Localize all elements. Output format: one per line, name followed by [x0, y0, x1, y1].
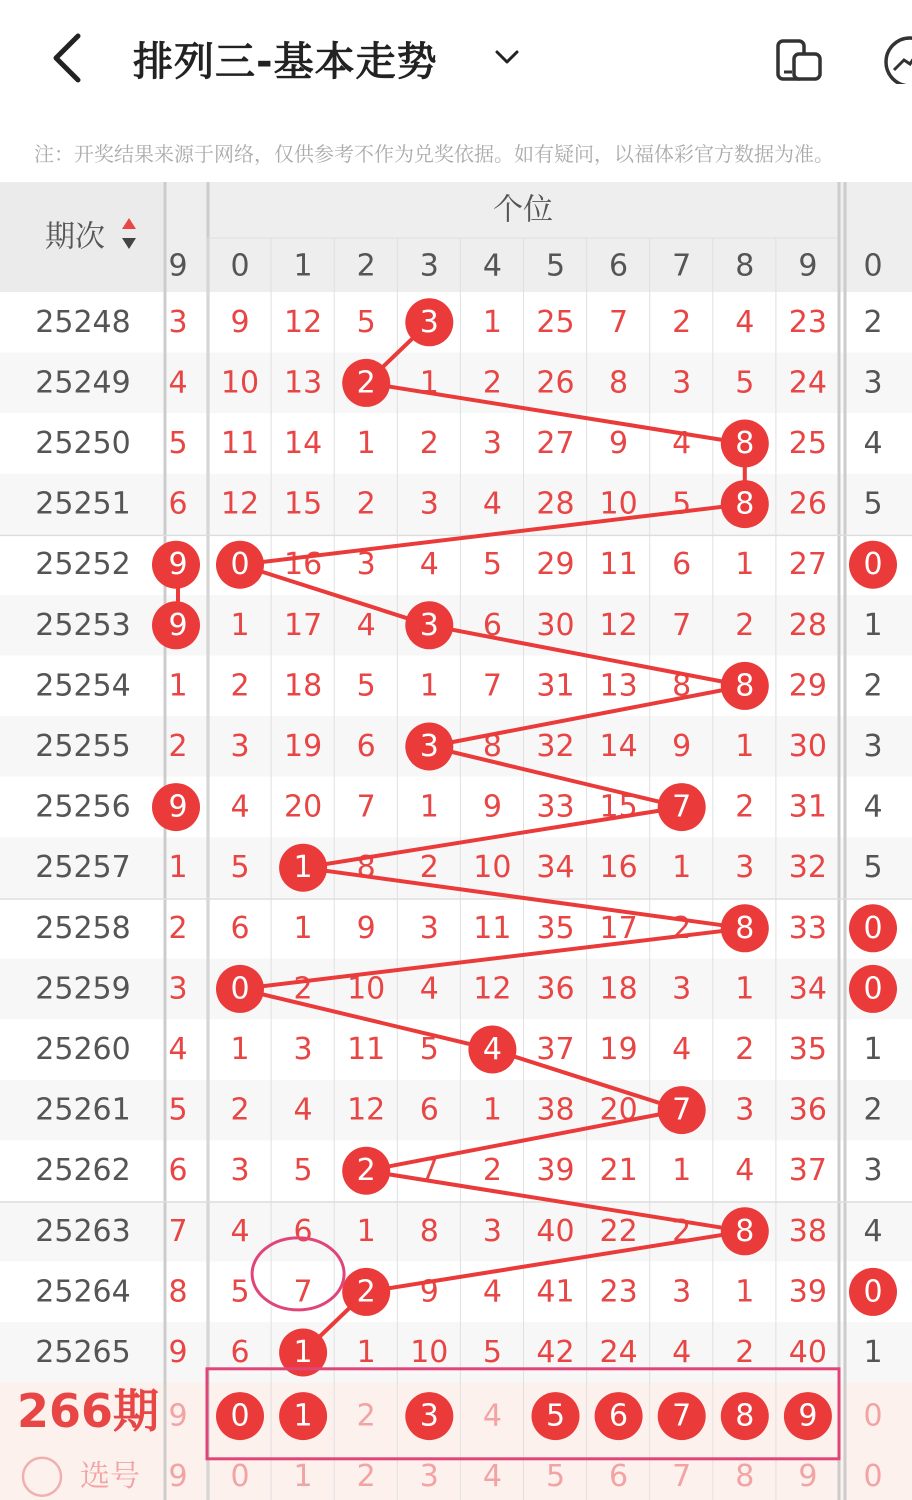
select-label[interactable]: 选号 [80, 1459, 140, 1495]
omission-value: 4 [482, 486, 502, 522]
table-row [0, 959, 912, 1020]
omission-value: 2 [419, 850, 439, 886]
omission-value: 1 [735, 729, 755, 764]
omission-value: 7 [168, 1213, 188, 1249]
omission-value: 35 [788, 1032, 827, 1067]
back-arrow-icon[interactable] [40, 28, 100, 88]
omission-value: 1 [356, 1213, 376, 1249]
omission-value: 15 [599, 789, 638, 825]
table-row [0, 1201, 912, 1262]
omission-value: 2 [168, 910, 188, 946]
omission-value: 37 [788, 1153, 827, 1189]
table-row [0, 898, 912, 959]
period-number: 25264 [35, 1274, 131, 1310]
table-row [0, 1262, 912, 1323]
omission-value: 23 [788, 304, 827, 340]
omission-value: 38 [788, 1213, 827, 1249]
table-row [0, 716, 912, 777]
hit-ball-number: 0 [863, 547, 883, 583]
omission-value: 1 [293, 910, 313, 946]
hit-ball-number: 0 [863, 1274, 883, 1310]
omission-value: 2 [863, 668, 883, 704]
omission-value: 1 [735, 971, 755, 1007]
omission-value: 31 [788, 789, 827, 825]
omission-value: 2 [672, 910, 692, 946]
omission-value: 6 [482, 607, 502, 643]
omission-value: 10 [220, 365, 260, 401]
digit-column-header: 9 [798, 248, 818, 284]
hit-ball-number: 8 [735, 426, 755, 461]
omission-value: 5 [168, 1092, 188, 1128]
period-number: 25255 [35, 729, 131, 764]
omission-value: 9 [230, 304, 250, 340]
omission-value: 5 [356, 304, 376, 340]
omission-value: 4 [419, 547, 439, 583]
select-value: 9 [168, 1459, 188, 1495]
table-row [0, 656, 912, 717]
omission-value: 28 [788, 607, 827, 643]
omission-value: 13 [284, 365, 323, 401]
omission-value: 4 [419, 971, 439, 1007]
omission-value: 3 [293, 1032, 313, 1067]
omission-value: 4 [863, 1213, 883, 1249]
omission-value: 26 [536, 365, 575, 401]
omission-value: 3 [419, 910, 439, 946]
omission-value: 39 [788, 1274, 827, 1310]
omission-value: 6 [230, 910, 250, 946]
period-number: 25260 [35, 1032, 131, 1067]
omission-value: 36 [788, 1092, 827, 1128]
omission-value: 32 [536, 729, 575, 764]
omission-value: 11 [220, 426, 260, 461]
omission-value: 1 [356, 1335, 376, 1370]
omission-value: 16 [284, 547, 323, 583]
omission-value: 4 [168, 1032, 188, 1067]
omission-value: 4 [293, 1092, 313, 1128]
omission-value: 1 [168, 668, 188, 704]
hit-ball-number: 3 [419, 607, 439, 643]
prediction-ball-number[interactable]: 1 [293, 1398, 313, 1434]
top-bar [0, 0, 912, 120]
omission-value: 25 [788, 426, 827, 461]
omission-value: 3 [672, 365, 692, 401]
omission-value: 2 [672, 304, 692, 340]
omission-value: 3 [735, 850, 755, 886]
omission-value: 1 [482, 304, 502, 340]
hit-ball-number: 9 [168, 547, 188, 583]
omission-value: 7 [672, 607, 692, 643]
omission-value: 13 [599, 668, 638, 704]
period-number: 25248 [35, 304, 131, 340]
omission-value: 3 [735, 1092, 755, 1128]
omission-value: 19 [599, 1032, 638, 1067]
page-title[interactable]: 排列三-基本走势 [133, 39, 438, 85]
omission-value: 2 [735, 607, 755, 643]
omission-value: 29 [788, 668, 827, 704]
omission-value: 3 [672, 1274, 692, 1310]
digit-column-header: 8 [735, 248, 755, 284]
omission-value: 4 [230, 789, 250, 825]
device-rotate-icon[interactable] [772, 38, 824, 84]
omission-value: 1 [735, 547, 755, 583]
hit-ball-number: 2 [356, 1153, 376, 1189]
omission-value: 4 [230, 1213, 250, 1249]
omission-value: 11 [599, 547, 638, 583]
select-digit[interactable]: 7 [672, 1459, 692, 1495]
prediction-ball-number[interactable]: 9 [798, 1398, 818, 1434]
omission-value: 3 [419, 486, 439, 522]
omission-value: 1 [168, 850, 188, 886]
omission-value: 3 [230, 729, 250, 764]
table-row [0, 1080, 912, 1141]
select-digit[interactable]: 1 [293, 1459, 313, 1495]
omission-value: 9 [356, 910, 376, 946]
omission-value: 7 [482, 668, 502, 704]
omission-value: 3 [672, 971, 692, 1007]
omission-value: 17 [284, 607, 323, 643]
omission-value: 20 [599, 1092, 638, 1128]
prediction-label: 266期 [16, 1384, 160, 1439]
omission-value: 2 [168, 729, 188, 764]
omission-value: 40 [788, 1335, 827, 1370]
omission-value: 9 [419, 1274, 439, 1310]
digit-column-header: 7 [672, 248, 692, 284]
omission-value: 7 [419, 1153, 439, 1189]
hit-ball-number: 0 [230, 547, 250, 583]
omission-value: 20 [284, 789, 323, 825]
omission-value: 2 [735, 789, 755, 825]
period-number: 25265 [35, 1335, 131, 1370]
period-number: 25251 [35, 486, 131, 522]
chevron-down-icon[interactable] [492, 42, 522, 72]
table-row [0, 1140, 912, 1201]
omission-value: 1 [356, 426, 376, 461]
omission-value: 6 [168, 1153, 188, 1189]
omission-value: 7 [609, 304, 629, 340]
omission-value: 19 [284, 729, 323, 764]
digit-column-header: 6 [609, 248, 629, 284]
omission-value: 4 [672, 1032, 692, 1067]
omission-value: 1 [863, 1335, 883, 1370]
omission-value: 4 [168, 365, 188, 401]
omission-value: 4 [672, 1335, 692, 1370]
table-row [0, 474, 912, 535]
prediction-ball-number[interactable]: 8 [735, 1398, 755, 1434]
omission-value: 2 [672, 1213, 692, 1249]
omission-value: 41 [536, 1274, 575, 1310]
omission-value: 18 [284, 668, 323, 704]
omission-value: 5 [356, 668, 376, 704]
omission-value: 14 [599, 729, 638, 764]
omission-value: 10 [347, 971, 386, 1007]
omission-value: 27 [536, 426, 575, 461]
hit-ball-number: 1 [293, 850, 313, 886]
table-row [0, 413, 912, 474]
omission-value: 6 [168, 486, 188, 522]
omission-value: 1 [419, 668, 439, 704]
omission-value: 39 [536, 1153, 575, 1189]
omission-value: 4 [863, 789, 883, 825]
digit-column-header: 3 [419, 248, 439, 284]
hit-ball-number: 0 [230, 971, 250, 1007]
omission-value: 31 [536, 668, 575, 704]
omission-value: 5 [735, 365, 755, 401]
hit-ball-number: 0 [863, 971, 883, 1007]
prediction-value: 0 [863, 1398, 883, 1434]
omission-value: 8 [482, 729, 502, 764]
omission-value: 9 [609, 426, 629, 461]
period-number: 25261 [35, 1092, 131, 1128]
omission-value: 3 [482, 1213, 502, 1249]
omission-value: 30 [536, 607, 575, 643]
omission-value: 1 [230, 1032, 250, 1067]
omission-value: 25 [536, 304, 575, 340]
table-row [0, 1322, 912, 1383]
omission-value: 37 [536, 1032, 575, 1067]
omission-value: 23 [599, 1274, 638, 1310]
omission-value: 6 [672, 547, 692, 583]
omission-value: 12 [599, 607, 638, 643]
omission-value: 2 [356, 486, 376, 522]
prediction-ball-number[interactable]: 7 [672, 1398, 692, 1434]
omission-value: 3 [863, 365, 883, 401]
omission-value: 1 [482, 1092, 502, 1128]
hit-ball-number: 7 [672, 1092, 692, 1128]
omission-value: 11 [473, 910, 512, 946]
omission-value: 1 [863, 1032, 883, 1067]
omission-value: 3 [863, 729, 883, 764]
prediction-ball-number[interactable]: 3 [419, 1398, 439, 1434]
omission-value: 4 [735, 304, 755, 340]
table-row [0, 292, 912, 353]
column-header: 0 [863, 248, 883, 284]
omission-value: 3 [230, 1153, 250, 1189]
omission-value: 11 [347, 1032, 386, 1067]
table-row [0, 777, 912, 838]
omission-value: 6 [356, 729, 376, 764]
omission-value: 34 [788, 971, 827, 1007]
omission-value: 6 [293, 1213, 313, 1249]
hit-ball-number: 8 [735, 1213, 755, 1249]
period-number: 25256 [35, 789, 131, 825]
omission-value: 34 [536, 850, 575, 886]
omission-value: 3 [863, 1153, 883, 1189]
select-value: 0 [863, 1459, 883, 1495]
period-number: 25249 [35, 365, 131, 401]
omission-value: 10 [473, 850, 512, 886]
omission-value: 33 [788, 910, 827, 946]
omission-value: 2 [735, 1335, 755, 1370]
digit-column-header: 2 [356, 248, 376, 284]
omission-value: 5 [482, 547, 502, 583]
omission-value: 15 [284, 486, 323, 522]
trend-table [0, 182, 912, 1500]
column-header: 9 [168, 248, 188, 284]
digit-column-header: 5 [545, 248, 566, 284]
omission-value: 35 [536, 910, 575, 946]
omission-value: 5 [293, 1153, 313, 1189]
table-row [0, 595, 912, 656]
omission-value: 33 [536, 789, 575, 825]
hit-ball-number: 2 [356, 1274, 376, 1310]
omission-value: 5 [230, 850, 250, 886]
omission-value: 10 [410, 1335, 449, 1370]
select-digit[interactable]: 3 [419, 1459, 439, 1495]
table-row [0, 1019, 912, 1080]
omission-value: 2 [863, 304, 883, 340]
omission-value: 8 [168, 1274, 188, 1310]
omission-value: 2 [419, 426, 439, 461]
select-digit[interactable]: 2 [356, 1459, 376, 1495]
omission-value: 29 [536, 547, 575, 583]
omission-value: 5 [863, 850, 883, 886]
omission-value: 5 [168, 426, 188, 461]
omission-value: 3 [482, 426, 502, 461]
omission-value: 4 [735, 1153, 755, 1189]
period-header[interactable]: 期次 [45, 219, 105, 255]
omission-value: 18 [599, 971, 638, 1007]
omission-value: 27 [788, 547, 827, 583]
omission-value: 16 [599, 850, 638, 886]
omission-value: 2 [230, 1092, 250, 1128]
period-number: 25250 [35, 426, 131, 461]
omission-value: 4 [672, 426, 692, 461]
omission-value: 9 [168, 1335, 188, 1370]
hit-ball-number: 9 [168, 607, 188, 643]
hit-ball-number: 0 [863, 910, 883, 946]
omission-value: 1 [735, 1274, 755, 1310]
omission-value: 28 [536, 486, 575, 522]
notice-text: 注：开奖结果来源于网络，仅供参考不作为兑奖依据。如有疑问，以福体彩官方数据为准。 [34, 142, 834, 166]
omission-value: 9 [482, 789, 502, 825]
period-number: 25253 [35, 607, 131, 643]
omission-value: 8 [356, 850, 376, 886]
omission-value: 12 [347, 1092, 386, 1128]
hit-ball-number: 2 [356, 365, 376, 401]
group-label: 个位 [493, 192, 553, 228]
omission-value: 24 [788, 365, 827, 401]
select-digit[interactable]: 9 [798, 1459, 818, 1495]
omission-value: 4 [482, 1274, 502, 1310]
period-number: 25252 [35, 547, 131, 583]
omission-value: 22 [599, 1213, 638, 1249]
omission-value: 5 [230, 1274, 250, 1310]
period-number: 25254 [35, 668, 131, 704]
prediction-ball-number[interactable]: 0 [230, 1398, 250, 1434]
hit-ball-number: 3 [419, 729, 439, 764]
omission-value: 1 [419, 789, 439, 825]
hit-ball-number: 8 [735, 910, 755, 946]
digit-column-header: 4 [482, 248, 502, 284]
omission-value: 1 [863, 607, 883, 643]
hit-ball-number: 3 [419, 304, 439, 340]
omission-value: 6 [419, 1092, 439, 1128]
omission-value: 1 [230, 607, 250, 643]
period-number: 25259 [35, 971, 131, 1007]
omission-value: 30 [788, 729, 827, 764]
omission-value: 9 [672, 729, 692, 764]
omission-value: 5 [863, 486, 883, 522]
table-row [0, 534, 912, 595]
hit-ball-number: 4 [482, 1032, 502, 1067]
omission-value: 24 [599, 1335, 638, 1370]
omission-value: 5 [419, 1032, 439, 1067]
omission-value: 5 [482, 1335, 502, 1370]
omission-value: 4 [356, 607, 376, 643]
omission-value: 7 [293, 1274, 313, 1310]
hit-ball-number: 1 [293, 1335, 313, 1370]
chart-icon[interactable] [878, 36, 912, 84]
table-row [0, 353, 912, 414]
omission-value: 1 [672, 1153, 692, 1189]
prediction-value[interactable]: 4 [482, 1398, 502, 1434]
omission-value: 2 [482, 1153, 502, 1189]
hit-ball-number: 8 [735, 668, 755, 704]
omission-value: 2 [863, 1092, 883, 1128]
select-digit[interactable]: 6 [609, 1459, 629, 1495]
period-number: 25262 [35, 1153, 131, 1189]
omission-value: 2 [293, 971, 313, 1007]
select-digit[interactable]: 0 [230, 1459, 250, 1495]
omission-value: 2 [230, 668, 250, 704]
period-number: 25258 [35, 910, 131, 946]
omission-value: 40 [536, 1213, 575, 1249]
hit-ball-number: 8 [735, 486, 755, 522]
hit-ball-number: 9 [168, 789, 188, 825]
omission-value: 42 [536, 1335, 575, 1370]
digit-column-header: 1 [293, 248, 313, 284]
select-digit[interactable]: 4 [482, 1459, 502, 1495]
omission-value: 2 [735, 1032, 755, 1067]
omission-value: 21 [599, 1153, 638, 1189]
prediction-ball-number[interactable]: 5 [545, 1398, 566, 1434]
omission-value: 8 [609, 365, 629, 401]
omission-value: 8 [419, 1213, 439, 1249]
omission-value: 4 [863, 426, 883, 461]
omission-value: 32 [788, 850, 827, 886]
omission-value: 7 [356, 789, 376, 825]
omission-value: 3 [168, 971, 188, 1007]
select-digit[interactable]: 5 [545, 1459, 566, 1495]
digit-column-header: 0 [230, 248, 250, 284]
omission-value: 26 [788, 486, 827, 522]
omission-value: 3 [168, 304, 188, 340]
hit-ball-number: 7 [672, 789, 692, 825]
omission-value: 10 [599, 486, 638, 522]
omission-value: 12 [220, 486, 260, 522]
omission-value: 12 [473, 971, 512, 1007]
omission-value: 3 [356, 547, 376, 583]
omission-value: 5 [672, 486, 692, 522]
omission-value: 36 [536, 971, 575, 1007]
omission-value: 14 [284, 426, 323, 461]
omission-value: 12 [284, 304, 323, 340]
select-digit[interactable]: 8 [735, 1459, 755, 1495]
omission-value: 2 [482, 365, 502, 401]
omission-value: 38 [536, 1092, 575, 1128]
omission-value: 6 [230, 1335, 250, 1370]
omission-value: 1 [419, 365, 439, 401]
omission-value: 8 [672, 668, 692, 704]
period-number: 25257 [35, 850, 131, 886]
period-number: 25263 [35, 1213, 131, 1249]
omission-value: 1 [672, 850, 692, 886]
omission-value: 17 [599, 910, 638, 946]
prediction-value[interactable]: 2 [356, 1398, 376, 1434]
prediction-ball-number[interactable]: 6 [609, 1398, 629, 1434]
prediction-value: 9 [168, 1398, 188, 1434]
